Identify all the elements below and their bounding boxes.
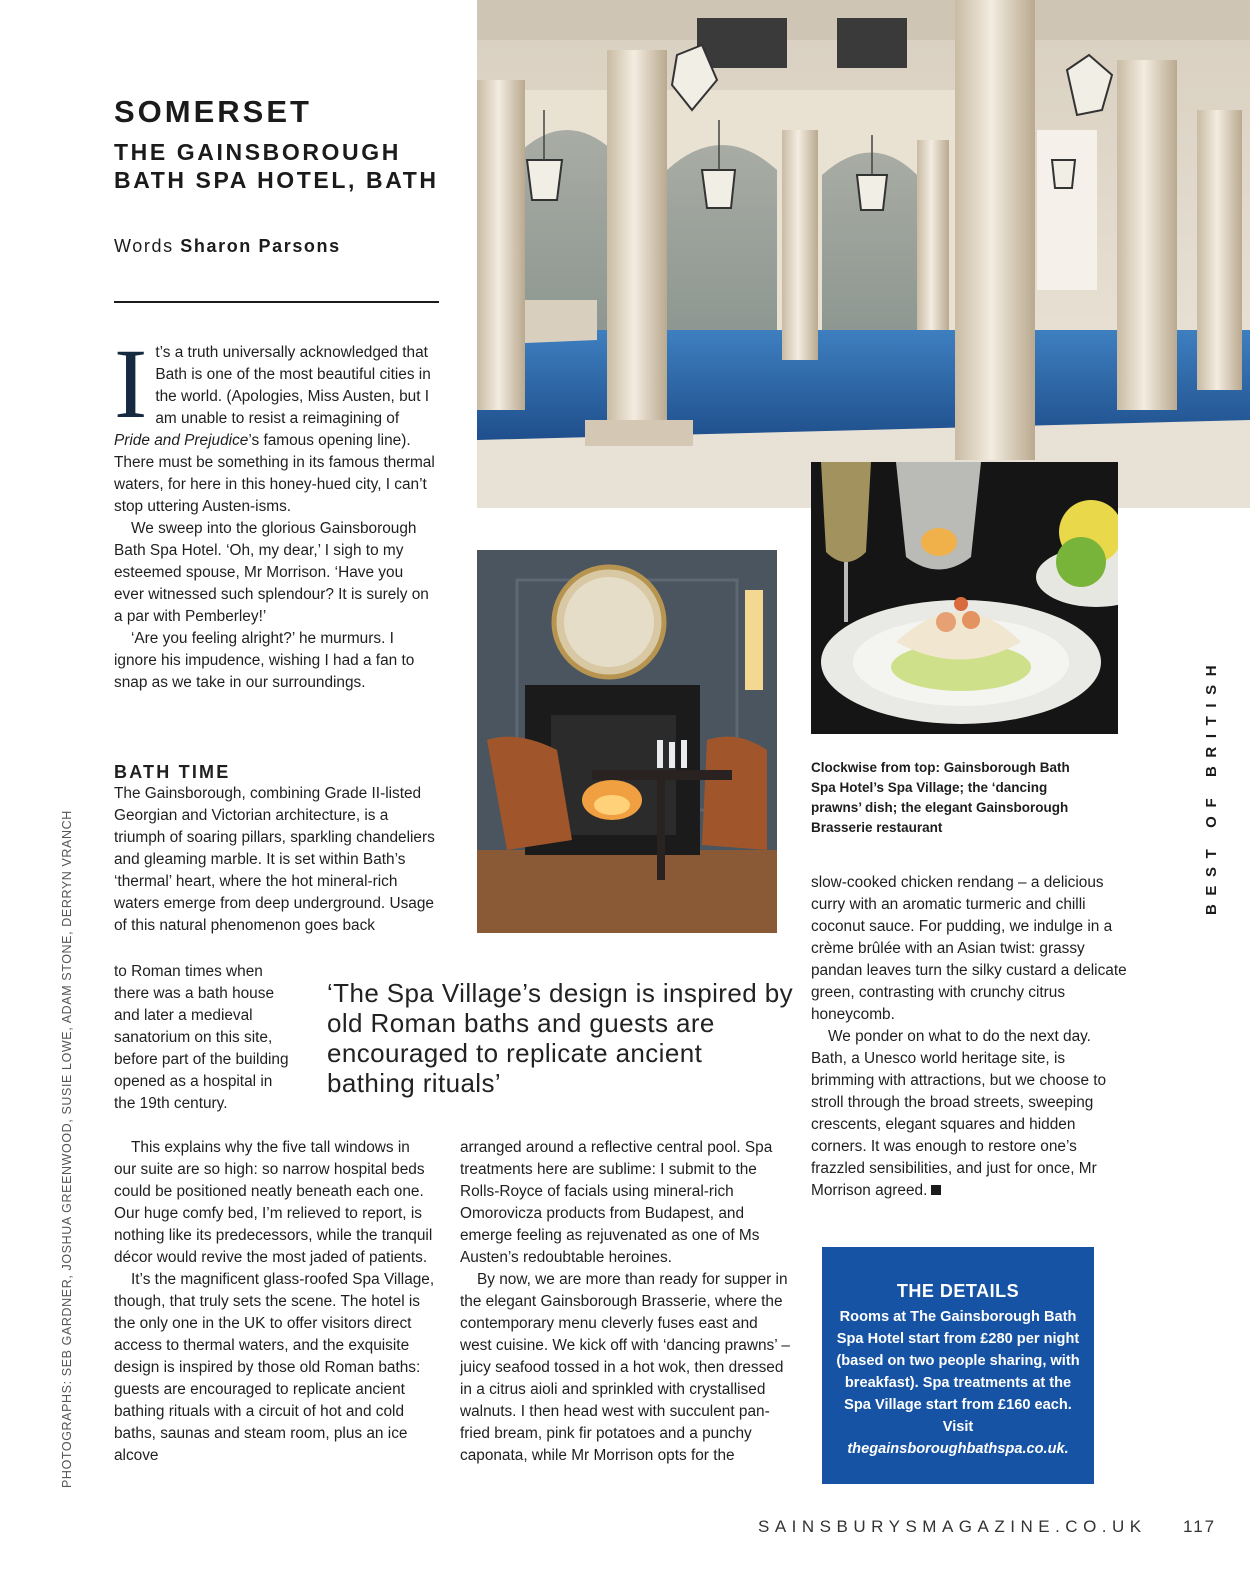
middle-column-text <box>460 1137 790 1467</box>
right-paragraph-1: slow-cooked chicken rendang – a delicious curry with an aromatic turmeric and chilli coconut sauce. For pudding, we indulge in a crème brûlée with an Asian twist: grassy pandan leaves turn the silky custard a delicate green, contrasting with crunchy citrus honeycomb. <box>811 874 1127 1023</box>
right-paragraph-2: We ponder on what to do the next day. Bath, a Unesco world heritage site, is brimming with attractions, but we choose to stroll through the broad streets, sweeping crescents, elegant squares and hidden corners. It was enough to restore one’s frazzled sensibilities, and just for once, Mr Morrison agreed. <box>811 1028 1107 1199</box>
brasserie-restaurant-photo <box>477 550 777 933</box>
region-heading: SOMERSET <box>114 94 312 129</box>
magazine-website: SAINSBURYSMAGAZINE.CO.UK <box>758 1517 1147 1536</box>
intro-paragraph-2: We sweep into the glorious Gainsborough Bath Spa Hotel. ‘Oh, my dear,’ I sigh to my esteemed spouse, Mr Morrison. ‘Have you ever witnessed such splendour? It is surely on a par with Pemberley!’ <box>114 520 429 625</box>
bath-time-paragraph-3: It’s the magnificent glass-roofed Spa Village, though, that truly sets the scene. The hotel is the only one in the UK to offer visitors direct access to thermal waters, and the exquisite design is inspired by those old Roman baths: guests are encouraged to replicate ancient bathing rituals with a circuit of hot and cold baths, saunas and steam room, plus an ice alcove <box>114 1271 435 1464</box>
middle-paragraph-1: arranged around a reflective central pool. Spa treatments here are sublime: I submit to the Rolls-Royce of facials using mineral-rich Omorovicza products from Budapest, and emerge feeling as rejuvenated as one of Ms Austen’s redoubtable heroines. <box>460 1139 773 1266</box>
photo-credit: PHOTOGRAPHS: SEB GARDNER, JOSHUA GREENWOOD, SUSIE LOWE, ADAM STONE, DERRYN VRANCH <box>60 810 74 1488</box>
drop-cap: I <box>114 328 148 439</box>
right-column-text <box>811 872 1129 1202</box>
bath-time-heading: BATH TIME <box>114 762 231 782</box>
author-name: Sharon Parsons <box>180 236 341 256</box>
hotel-name-heading: THE GAINSBOROUGH BATH SPA HOTEL, BATH <box>114 139 439 193</box>
dancing-prawns-photo <box>811 462 1118 734</box>
page-number: 117 <box>1183 1517 1217 1536</box>
book-title: Pride and Prejudice <box>114 432 249 449</box>
hotel-website-link[interactable]: thegainsboroughbathspa.co.uk. <box>847 1441 1069 1457</box>
byline <box>114 236 341 257</box>
bath-time-section <box>114 761 436 937</box>
intro-paragraph-3: ‘Are you feeling alright?’ he murmurs. I ignore his impudence, wishing I had a fan to snap as we take in our surroundings. <box>114 630 415 691</box>
details-text: Rooms at The Gainsborough Bath Spa Hotel start from £280 per night (based on two people sharing, with breakfast). Spa treatments at the Spa Village start from £160 each. Visit thegainsboroughbathspa.co.uk. <box>836 1309 1080 1457</box>
bath-time-paragraph-1a: The Gainsborough, combining Grade II-listed Georgian and Victorian architecture, is a triumph of soaring pillars, sparkling chandeliers and gleaming marble. It is set within Bath’s ‘thermal’ heart, where the hot mineral-rich waters emerge from deep underground. Usage of this natural phenomenon goes back <box>114 785 435 934</box>
details-box <box>822 1247 1094 1484</box>
spa-village-photo <box>477 0 1250 508</box>
photo-caption: Clockwise from top: Gainsborough Bath Spa Hotel’s Spa Village; the ‘dancing prawns’ dish; the elegant Gainsborough Brasserie restaurant <box>811 760 1070 835</box>
words-label: Words <box>114 236 174 256</box>
bath-time-paragraph-1b: to Roman times when there was a bath house and later a medieval sanatorium on this site, before part of the building opened as a hospital in the 19th century. <box>114 963 289 1112</box>
section-side-label: BEST OF BRITISH <box>1203 656 1220 915</box>
bath-time-narrow-text <box>114 961 296 1115</box>
end-mark <box>931 1185 941 1195</box>
middle-paragraph-2: By now, we are more than ready for supper in the elegant Gainsborough Brasserie, where the contemporary menu cleverly fuses east and west cuisine. We kick off with ‘dancing prawns’ – juicy seafood tossed in a hot wok, then dressed in a citrus aioli and sprinkled with crystallised walnuts. I then head west with succulent pan-fried bream, pink fir potatoes and a punchy caponata, while Mr Morrison opts for the <box>460 1271 790 1464</box>
details-heading: THE DETAILS <box>896 1281 1020 1301</box>
heading-divider <box>114 301 439 303</box>
intro-text <box>114 328 436 694</box>
bath-time-lower-text <box>114 1137 436 1467</box>
intro-paragraph-1: It’s a truth universally acknowledged that Bath is one of the most beautiful cities in the world. (Apologies, Miss Austen, but I am unable to resist a reimagining of Pride and Prejudice’s famous opening line). There must be something in its famous thermal waters, for here in this honey-hued city, I can’t stop uttering Austen-isms. <box>114 328 435 515</box>
pull-quote: ‘The Spa Village’s design is inspired by old Roman baths and guests are encouraged to replicate ancient bathing rituals’ <box>327 978 793 1098</box>
bath-time-paragraph-2: This explains why the five tall windows in our suite are so high: so narrow hospital beds could be positioned neatly beneath each one. Our huge comfy bed, I’m relieved to report, is nothing like its predecessors, while the tranquil décor would revive the most jaded of patients. <box>114 1139 433 1266</box>
